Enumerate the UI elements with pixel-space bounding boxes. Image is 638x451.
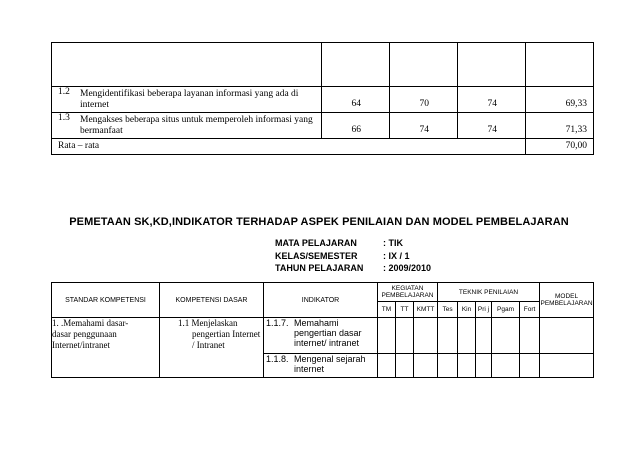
- indikator-number: 1.1.7.: [266, 318, 289, 328]
- empty-cell: [52, 43, 322, 87]
- info-tahun: [275, 263, 431, 273]
- empty-cell: [492, 354, 520, 378]
- kd-cell: [160, 318, 264, 378]
- empty-cell: [476, 318, 492, 354]
- info-tahun-label: TAHUN PELAJARAN: [275, 263, 364, 273]
- sk-line2: dasar penggunaan: [52, 329, 117, 339]
- kd-line2: pengertian Internet: [192, 329, 261, 339]
- kd-number: 1.1: [178, 318, 190, 328]
- header-standar-kompetensi: STANDAR KOMPETENSI: [52, 283, 160, 318]
- indikator-line1: Mengenal sejarah: [294, 354, 366, 364]
- empty-cell: [378, 318, 396, 354]
- average-label: Rata – rata: [52, 139, 526, 155]
- empty-cell: [520, 318, 540, 354]
- row-desc-line1: Mengidentifikasi beberapa layanan informasi yang ada di: [80, 89, 299, 99]
- header-tm: TM: [378, 302, 396, 318]
- header-fort: Fort: [520, 302, 540, 318]
- header-pgam: Pgam: [492, 302, 520, 318]
- kd-line3: / Intranet: [192, 340, 225, 350]
- sk-cell: [52, 318, 160, 378]
- info-tahun-value: : 2009/2010: [383, 263, 432, 273]
- header-indikator: INDIKATOR: [264, 283, 378, 318]
- header-prij: Pri j: [476, 302, 492, 318]
- empty-cell: [540, 318, 594, 354]
- score-cell: 74: [458, 113, 526, 139]
- info-mapel-value: : TIK: [383, 238, 403, 248]
- header-model-pembelajaran: MODEL PEMBELAJARAN: [540, 283, 594, 318]
- empty-cell: [526, 43, 594, 87]
- indikator-number: 1.1.8.: [266, 354, 289, 364]
- info-kelas: [275, 251, 410, 261]
- mapping-table: [51, 282, 594, 378]
- empty-cell: [414, 354, 438, 378]
- empty-cell: [438, 318, 458, 354]
- empty-cell: [458, 354, 476, 378]
- score-cell: 70: [390, 87, 458, 113]
- header-kegiatan-pembelajaran: KEGIATAN PEMBELAJARAN: [378, 283, 438, 302]
- table-row-empty: [52, 43, 594, 87]
- row-description-cell: [52, 87, 322, 113]
- indikator-line2: internet: [294, 364, 325, 374]
- empty-cell: [396, 354, 414, 378]
- header-tt: TT: [396, 302, 414, 318]
- info-kelas-value: : IX / 1: [383, 251, 410, 261]
- score-cell: 74: [390, 113, 458, 139]
- empty-cell: [322, 43, 390, 87]
- info-kelas-label: KELAS/SEMESTER: [275, 251, 358, 261]
- empty-cell: [390, 43, 458, 87]
- average-value: 70,00: [526, 139, 594, 155]
- sk-line1: 1. .Memahami dasar-: [52, 318, 129, 328]
- score-table: [51, 42, 594, 155]
- score-average-cell: 71,33: [526, 113, 594, 139]
- score-cell: 64: [322, 87, 390, 113]
- info-mapel: [275, 238, 403, 248]
- empty-cell: [458, 43, 526, 87]
- table-row: [52, 87, 594, 113]
- table-row: [52, 113, 594, 139]
- indikator-cell: [264, 318, 378, 354]
- empty-cell: [438, 354, 458, 378]
- row-description-cell: [52, 113, 322, 139]
- row-number: 1.3: [58, 113, 70, 123]
- header-kompetensi-dasar: KOMPETENSI DASAR: [160, 283, 264, 318]
- indikator-line3: internet/ intranet: [294, 338, 360, 348]
- score-cell: 74: [458, 87, 526, 113]
- page-title: PEMETAAN SK,KD,INDIKATOR TERHADAP ASPEK PENILAIAN DAN MODEL PEMBELAJARAN: [69, 216, 569, 228]
- empty-cell: [396, 318, 414, 354]
- table-row-average: [52, 139, 594, 155]
- empty-cell: [540, 354, 594, 378]
- empty-cell: [378, 354, 396, 378]
- empty-cell: [414, 318, 438, 354]
- kd-line1: Menjelaskan: [191, 318, 238, 328]
- indikator-line1: Memahami: [294, 318, 339, 328]
- empty-cell: [476, 354, 492, 378]
- score-cell: 66: [322, 113, 390, 139]
- empty-cell: [492, 318, 520, 354]
- header-tes: Tes: [438, 302, 458, 318]
- header-kmtt: KMTT: [414, 302, 438, 318]
- header-row: [52, 283, 594, 302]
- empty-cell: [520, 354, 540, 378]
- score-average-cell: 69,33: [526, 87, 594, 113]
- table-row: [52, 318, 594, 354]
- indikator-cell: [264, 354, 378, 378]
- info-mapel-label: MATA PELAJARAN: [275, 238, 357, 248]
- row-desc-line1: Mengakses beberapa situs untuk memperoleh informasi yang: [80, 115, 313, 125]
- sk-line3: Internet/intranet: [52, 340, 110, 350]
- empty-cell: [458, 318, 476, 354]
- header-teknik-penilaian: TEKNIK PENILAIAN: [438, 283, 540, 302]
- row-number: 1.2: [58, 87, 70, 97]
- row-desc-line2: internet: [80, 100, 110, 110]
- indikator-line2: pengertian dasar: [294, 328, 362, 338]
- header-kin: Kin: [458, 302, 476, 318]
- row-desc-line2: bermanfaat: [80, 126, 123, 136]
